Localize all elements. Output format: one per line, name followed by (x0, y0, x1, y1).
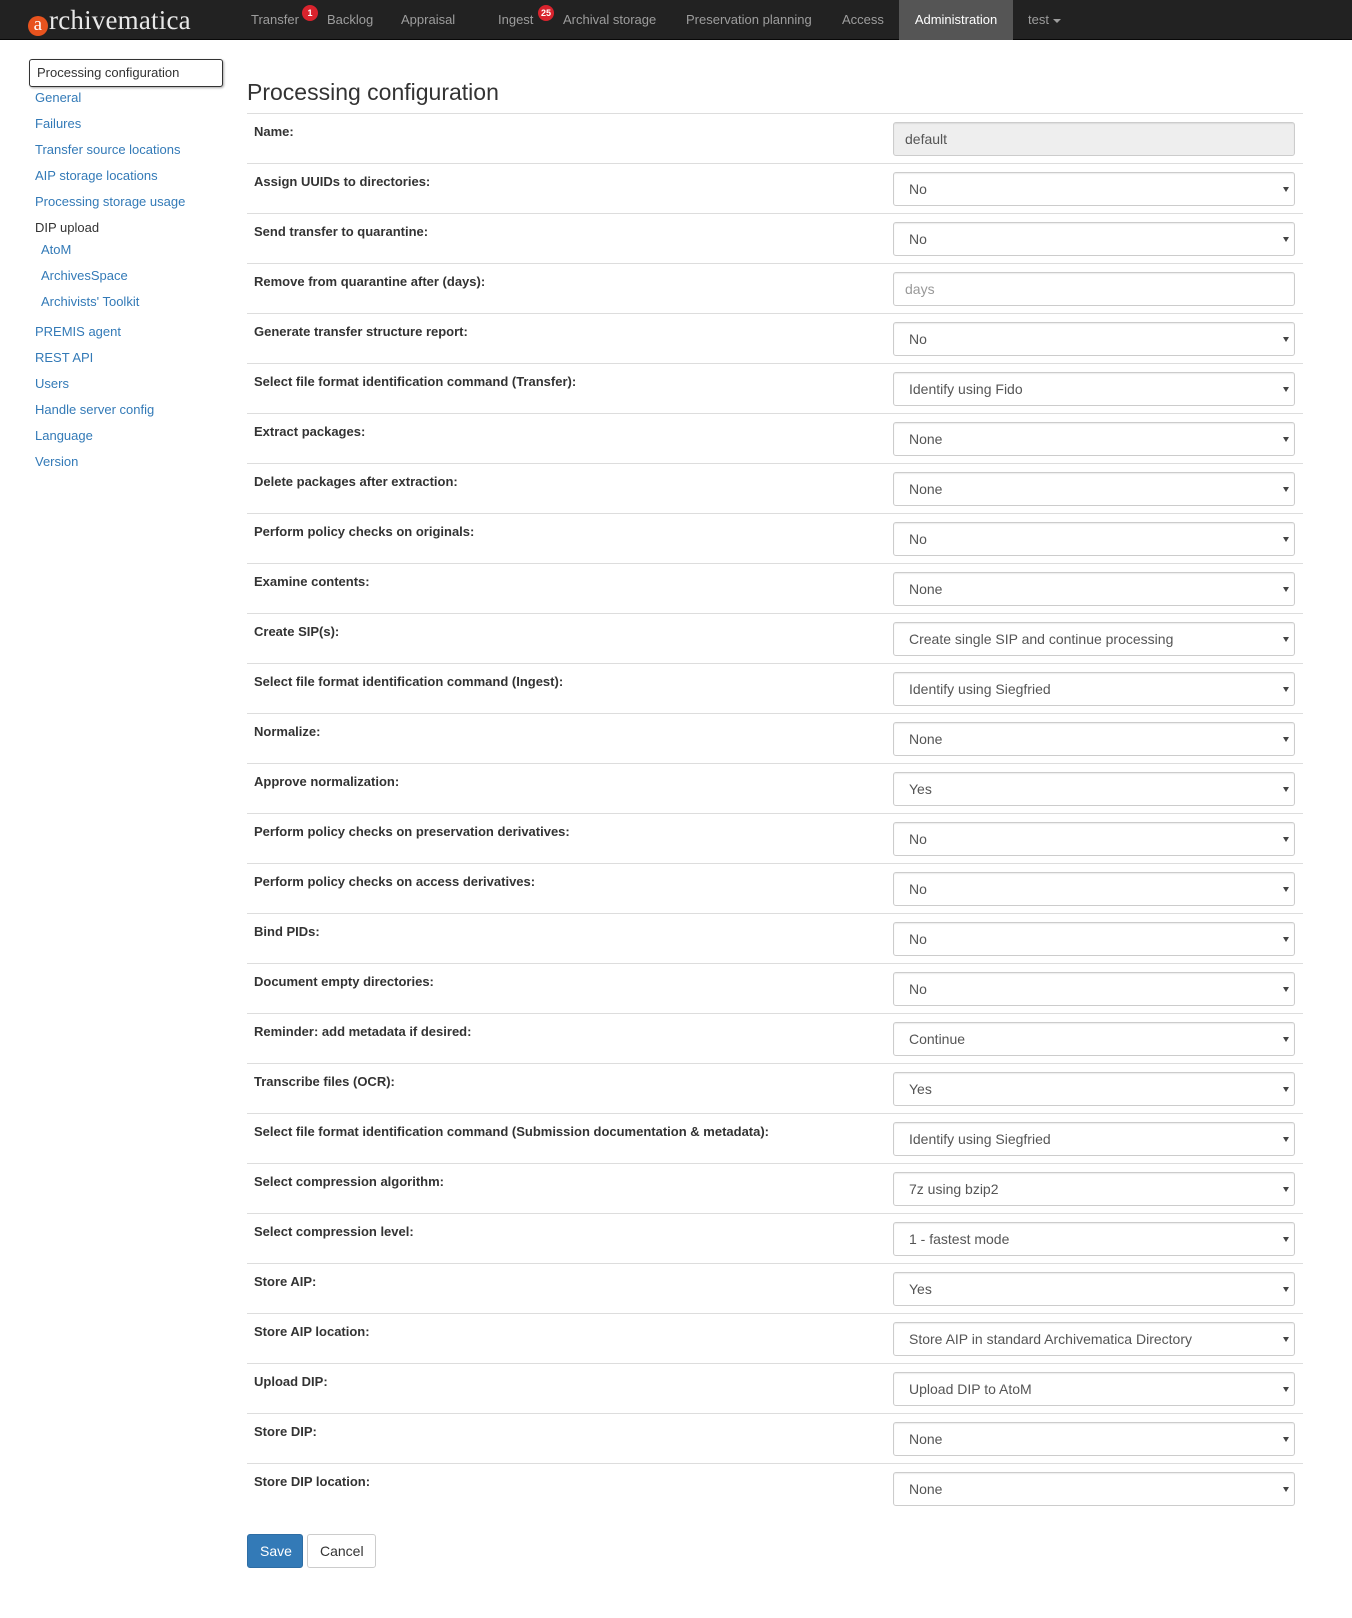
form-row-label: Delete packages after extraction: (254, 474, 458, 489)
sidebar-item-archivesspace[interactable]: ArchivesSpace (41, 268, 128, 283)
dropdown-arrow-icon (1283, 437, 1289, 442)
dropdown-arrow-icon (1283, 987, 1289, 992)
dropdown-arrow-icon (1283, 1437, 1289, 1442)
form-row-select[interactable] (893, 1322, 1295, 1356)
nav-appraisal[interactable] (401, 0, 455, 40)
form-row (247, 313, 1303, 363)
dropdown-arrow-icon (1283, 387, 1289, 392)
dropdown-arrow-icon (1283, 1337, 1289, 1342)
nav-transfer-label: Transfer (251, 12, 299, 27)
form-row-select[interactable] (893, 722, 1295, 756)
page-title: Processing configuration (247, 79, 499, 105)
select-value: 1 - fastest mode (909, 1231, 1010, 1247)
form-row-label: Select compression level: (254, 1224, 414, 1239)
select-value: 7z using bzip2 (909, 1181, 999, 1197)
dropdown-arrow-icon (1283, 887, 1289, 892)
nav-ingest[interactable] (498, 0, 533, 40)
form-row (247, 1213, 1303, 1263)
transfer-count-badge: 1 (302, 5, 318, 21)
select-value: Yes (909, 1281, 932, 1297)
sidebar-item-rest-api[interactable]: REST API (35, 350, 94, 365)
form-row (247, 863, 1303, 913)
select-value: No (909, 881, 927, 897)
form-row-select[interactable] (893, 1222, 1295, 1256)
input-placeholder: days (905, 281, 935, 297)
form-row (247, 463, 1303, 513)
sidebar-item-transfer-source-locations[interactable]: Transfer source locations (35, 142, 181, 157)
nav-administration-label: Administration (914, 12, 998, 27)
form-row (247, 1113, 1303, 1163)
form-row-label: Reminder: add metadata if desired: (254, 1024, 472, 1039)
form-row-label: Select file format identification command (Submission documentation & metadata): (254, 1124, 770, 1139)
nav-archival-storage[interactable] (563, 0, 656, 40)
dropdown-arrow-icon (1283, 1287, 1289, 1292)
sidebar-item-premis-agent[interactable]: PREMIS agent (35, 324, 121, 339)
ingest-count-badge: 25 (538, 5, 554, 21)
select-value: Yes (909, 781, 932, 797)
name-input[interactable]: default (893, 122, 1295, 156)
sidebar-item-aip-storage-locations[interactable]: AIP storage locations (35, 168, 158, 183)
caret-down-icon (1053, 19, 1061, 23)
form-row-label: Send transfer to quarantine: (254, 224, 429, 239)
form-row (247, 663, 1303, 713)
select-value: No (909, 231, 927, 247)
select-value: None (909, 581, 943, 597)
form-row-select[interactable] (893, 772, 1295, 806)
form-row (247, 213, 1303, 263)
form-row (247, 513, 1303, 563)
select-value: Yes (909, 1081, 932, 1097)
dropdown-arrow-icon (1283, 1087, 1289, 1092)
form-row-select[interactable] (893, 422, 1295, 456)
dropdown-arrow-icon (1283, 837, 1289, 842)
form-row-select[interactable] (893, 1022, 1295, 1056)
form-row-select[interactable] (893, 1472, 1295, 1506)
form-row-label: Create SIP(s): (254, 624, 340, 639)
select-value: Identify using Siegfried (909, 1131, 1051, 1147)
nav-backlog[interactable] (327, 0, 373, 40)
select-value: Identify using Fido (909, 381, 1023, 397)
sidebar-heading-dip-upload: DIP upload (35, 220, 100, 235)
admin-sidebar (29, 59, 223, 487)
dropdown-arrow-icon (1283, 1037, 1289, 1042)
select-value: Identify using Siegfried (909, 681, 1051, 697)
form-row-label: Examine contents: (254, 574, 370, 589)
form-row (247, 963, 1303, 1013)
nav-ingest-label: Ingest (498, 12, 534, 27)
logo-text: rchivematica (49, 5, 191, 35)
form-row-select[interactable] (893, 1372, 1295, 1406)
form-row-label: Perform policy checks on originals: (254, 524, 475, 539)
form-row (247, 1313, 1303, 1363)
sidebar-item-archivists-toolkit[interactable]: Archivists' Toolkit (41, 294, 140, 309)
dropdown-arrow-icon (1283, 1387, 1289, 1392)
form-row (247, 1063, 1303, 1113)
sidebar-item-atom[interactable]: AtoM (41, 242, 72, 257)
logo-a-mark-icon: a (28, 16, 48, 36)
dropdown-arrow-icon (1283, 1237, 1289, 1242)
sidebar-item-handle-server-config[interactable]: Handle server config (35, 402, 155, 417)
select-value: No (909, 181, 927, 197)
dropdown-arrow-icon (1283, 1487, 1289, 1492)
form-row-label: Bind PIDs: (254, 924, 320, 939)
select-value: No (909, 831, 927, 847)
form-row-select[interactable] (893, 1172, 1295, 1206)
dropdown-arrow-icon (1283, 937, 1289, 942)
dropdown-arrow-icon (1283, 337, 1289, 342)
select-value: None (909, 1481, 943, 1497)
form-row (247, 1413, 1303, 1463)
dropdown-arrow-icon (1283, 687, 1289, 692)
processing-config-form (247, 113, 1303, 1513)
archivematica-logo[interactable] (28, 4, 191, 36)
sidebar-item-failures[interactable]: Failures (35, 116, 82, 131)
form-row-label: Transcribe files (OCR): (254, 1074, 395, 1089)
form-row (247, 263, 1303, 313)
form-row (247, 1263, 1303, 1313)
form-row-label: Generate transfer structure report: (254, 324, 468, 339)
dropdown-arrow-icon (1283, 1137, 1289, 1142)
form-row-label: Perform policy checks on access derivatives: (254, 874, 536, 889)
form-row (247, 713, 1303, 763)
form-row-select[interactable] (893, 672, 1295, 706)
form-row-select[interactable] (893, 872, 1295, 906)
form-row-select[interactable] (893, 522, 1295, 556)
nav-preservation-planning[interactable] (686, 0, 812, 40)
select-value: No (909, 531, 927, 547)
main-content (247, 70, 1303, 1559)
nav-access[interactable] (842, 0, 884, 40)
form-row (247, 1163, 1303, 1213)
sidebar-item-users[interactable]: Users (35, 376, 69, 391)
form-row-select[interactable] (893, 572, 1295, 606)
form-row-select[interactable] (893, 322, 1295, 356)
form-row-label: Normalize: (254, 724, 321, 739)
form-row-label: Document empty directories: (254, 974, 434, 989)
select-value: Store AIP in standard Archivematica Directory (909, 1331, 1192, 1347)
form-row-select[interactable] (893, 372, 1295, 406)
form-row-select[interactable] (893, 172, 1295, 206)
form-row-label: Extract packages: (254, 424, 366, 439)
nav-user-dropdown[interactable] (1028, 0, 1061, 40)
save-button[interactable]: Save (247, 1534, 303, 1568)
nav-user-label: test (1028, 12, 1049, 27)
select-value: Create single SIP and continue processing (909, 631, 1174, 647)
select-value: None (909, 431, 943, 447)
form-row (247, 613, 1303, 663)
dropdown-arrow-icon (1283, 737, 1289, 742)
form-row (247, 563, 1303, 613)
form-row-select[interactable] (893, 1272, 1295, 1306)
form-row-label: Assign UUIDs to directories: (254, 174, 431, 189)
form-row-label: Store AIP: (254, 1274, 317, 1289)
sidebar-item-language[interactable]: Language (35, 428, 93, 443)
form-row-select[interactable] (893, 1072, 1295, 1106)
form-row-label: Upload DIP: (254, 1374, 328, 1389)
select-value: Continue (909, 1031, 966, 1047)
form-row-label: Name: (254, 124, 294, 139)
dropdown-arrow-icon (1283, 787, 1289, 792)
sidebar-item-general[interactable]: General (35, 90, 82, 105)
select-value: None (909, 481, 943, 497)
dropdown-arrow-icon (1283, 637, 1289, 642)
form-row (247, 1463, 1303, 1513)
nav-archival-storage-label: Archival storage (563, 12, 657, 27)
form-row (247, 163, 1303, 213)
sidebar-item-version[interactable]: Version (35, 454, 79, 469)
sidebar-item-processing-configuration[interactable]: Processing configuration (29, 59, 223, 87)
form-row-label: Select file format identification command (Transfer): (254, 374, 577, 389)
form-row (247, 763, 1303, 813)
form-row (247, 413, 1303, 463)
top-navbar (0, 0, 1352, 40)
nav-administration[interactable] (899, 0, 1013, 40)
form-row (247, 1363, 1303, 1413)
dropdown-arrow-icon (1283, 587, 1289, 592)
form-row-label: Select compression algorithm: (254, 1174, 444, 1189)
form-row-label: Select file format identification command (Ingest): (254, 674, 564, 689)
form-row-select[interactable] (893, 622, 1295, 656)
form-row-select[interactable] (893, 822, 1295, 856)
form-row (247, 1013, 1303, 1063)
sidebar-item-processing-storage-usage[interactable]: Processing storage usage (35, 194, 186, 209)
form-row-select[interactable] (893, 922, 1295, 956)
form-row-label: Store DIP location: (254, 1474, 371, 1489)
nav-backlog-label: Backlog (327, 12, 374, 27)
dropdown-arrow-icon (1283, 187, 1289, 192)
form-row-select[interactable] (893, 1422, 1295, 1456)
cancel-button[interactable]: Cancel (307, 1534, 376, 1568)
dropdown-arrow-icon (1283, 1187, 1289, 1192)
select-value: None (909, 1431, 943, 1447)
select-value: No (909, 931, 927, 947)
dropdown-arrow-icon (1283, 487, 1289, 492)
form-row-label: Remove from quarantine after (days): (254, 274, 486, 289)
select-value: No (909, 331, 927, 347)
dropdown-arrow-icon (1283, 237, 1289, 242)
form-row (247, 363, 1303, 413)
select-value: Upload DIP to AtoM (909, 1381, 1032, 1397)
form-row-label: Approve normalization: (254, 774, 400, 789)
quarantine-days-input[interactable] (893, 272, 1295, 306)
form-row-select[interactable] (893, 972, 1295, 1006)
form-row-select[interactable] (893, 222, 1295, 256)
nav-access-label: Access (842, 12, 884, 27)
form-row (247, 113, 1303, 163)
nav-transfer[interactable] (251, 0, 299, 40)
form-row-select[interactable] (893, 1122, 1295, 1156)
select-value: None (909, 731, 943, 747)
form-row-label: Store DIP: (254, 1424, 317, 1439)
form-row (247, 813, 1303, 863)
dropdown-arrow-icon (1283, 537, 1289, 542)
form-row-select[interactable] (893, 472, 1295, 506)
nav-appraisal-label: Appraisal (401, 12, 456, 27)
form-row-label: Perform policy checks on preservation derivatives: (254, 824, 570, 839)
nav-preservation-planning-label: Preservation planning (686, 12, 812, 27)
form-row-label: Store AIP location: (254, 1324, 370, 1339)
select-value: No (909, 981, 927, 997)
form-row (247, 913, 1303, 963)
